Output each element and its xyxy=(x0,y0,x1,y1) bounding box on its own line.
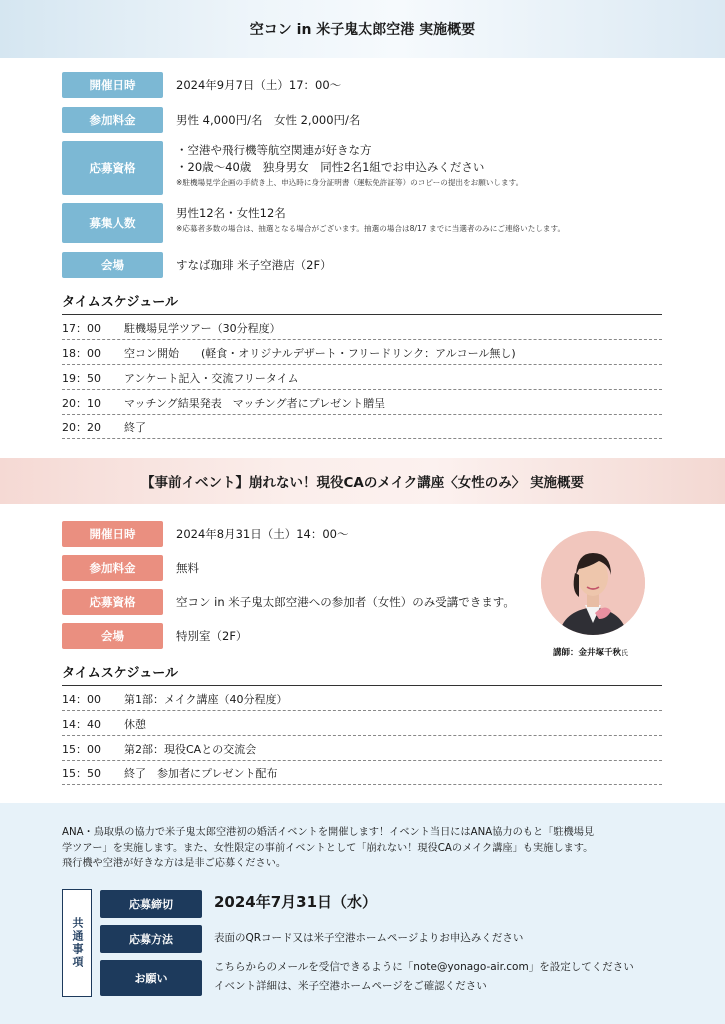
schedule-text: 休憩 xyxy=(124,717,146,731)
event2-label-date: 開催日時 xyxy=(62,521,163,547)
event1-row-fee xyxy=(62,107,360,133)
common-items-box xyxy=(62,889,92,997)
schedule-time: 14：00 xyxy=(62,692,101,706)
common-items-label: 共通事項 xyxy=(71,917,84,969)
event2-title-band xyxy=(0,458,725,504)
event2-schedule-title: タイムスケジュール xyxy=(62,666,178,681)
event1-eligibility-note: ※駐機場見学企画の手続き上、申込時に身分証明書（運転免許証等）のコピーの提出をお願いします。 xyxy=(176,178,524,187)
event1-eligibility-line2: ・20歳〜40歳 独身男女 同性2名1組でお申込みください xyxy=(176,160,485,174)
event1-schedule-row xyxy=(62,341,662,365)
footer-intro xyxy=(62,825,672,872)
schedule-text: 第1部：メイク講座（40分程度） xyxy=(124,692,288,706)
schedule-text: 第2部：現役CAとの交流会 xyxy=(124,742,257,756)
event1-label-eligibility: 応募資格 xyxy=(62,141,163,195)
event2-schedule-row xyxy=(62,687,662,711)
event1-capacity-value: 男性12名・女性12名 xyxy=(176,206,286,220)
schedule-time: 20：10 xyxy=(62,396,101,410)
event2-venue-value: 特別室（2F） xyxy=(176,629,248,643)
event2-label-eligibility: 応募資格 xyxy=(62,589,163,615)
event2-fee-value: 無料 xyxy=(176,561,199,575)
event1-schedule-rule xyxy=(62,314,662,315)
deadline-label: 応募締切 xyxy=(100,890,202,918)
event1-fee-value: 男性 4,000円/名 女性 2,000円/名 xyxy=(176,113,361,127)
event2-label-fee: 参加料金 xyxy=(62,555,163,581)
event1-label-venue: 会場 xyxy=(62,252,163,278)
event1-schedule-row xyxy=(62,391,662,415)
schedule-time: 15：50 xyxy=(62,766,101,780)
event1-row-eligibility xyxy=(62,141,523,195)
method-label: 応募方法 xyxy=(100,925,202,953)
event2-label-venue: 会場 xyxy=(62,623,163,649)
event1-date-value: 2024年9月7日（土）17：00〜 xyxy=(176,78,342,92)
request-line: こちらからのメールを受信できるように「note@yonago-air.com」を設定してください xyxy=(214,961,634,973)
instructor-portrait-icon xyxy=(541,531,645,635)
intro-line: 学ツアー」を実施します。また、女性限定の事前イベントとして「崩れない！現役CAのメイク講座」も実施します。 xyxy=(62,842,594,854)
event1-schedule-row xyxy=(62,366,662,390)
schedule-text: 駐機場見学ツアー（30分程度） xyxy=(124,321,281,335)
schedule-time: 14：40 xyxy=(62,717,101,731)
event2-schedule-row xyxy=(62,712,662,736)
event2-title: 【事前イベント】崩れない！現役CAのメイク講座〈女性のみ〉 実施概要 xyxy=(140,475,584,491)
event1-title: 空コン in 米子鬼太郎空港 実施概要 xyxy=(249,22,476,38)
event1-capacity-note: ※応募者多数の場合は、抽選となる場合がございます。抽選の場合は8/17 までに当選者のみにご連絡いたします。 xyxy=(176,224,566,233)
deadline-value: 2024年7月31日（水） xyxy=(214,893,378,911)
schedule-time: 18：00 xyxy=(62,346,101,360)
event2-date-value: 2024年8月31日（土）14：00〜 xyxy=(176,527,349,541)
instructor-caption xyxy=(553,646,628,658)
request-line: イベント詳細は、米子空港ホームページをご確認ください xyxy=(214,980,487,992)
schedule-text: 終了 xyxy=(124,420,146,434)
event2-row-fee xyxy=(62,555,199,581)
event2-row-venue xyxy=(62,623,247,649)
event1-row-venue xyxy=(62,252,332,278)
request-label: お願い xyxy=(100,960,202,996)
request-value xyxy=(214,958,634,996)
schedule-text: 終了 参加者にプレゼント配布 xyxy=(124,766,278,780)
event1-eligibility-line1: ・空港や飛行機等航空関連が好きな方 xyxy=(176,143,372,157)
event2-eligibility-value: 空コン in 米子鬼太郎空港への参加者（女性）のみ受講できます。 xyxy=(176,595,515,609)
event2-schedule-row xyxy=(62,761,662,785)
event1-schedule-row xyxy=(62,316,662,340)
schedule-text: アンケート記入・交流フリータイム xyxy=(124,371,299,385)
intro-line: 飛行機や空港が好きな方は是非ご応募ください。 xyxy=(62,858,287,869)
instructor-honorific: 氏 xyxy=(621,649,629,657)
event1-label-capacity: 募集人数 xyxy=(62,203,163,243)
instructor-photo xyxy=(541,531,645,635)
event1-schedule-row xyxy=(62,415,662,439)
event2-schedule-rule xyxy=(62,685,662,686)
event2-row-eligibility xyxy=(62,589,515,615)
schedule-time: 19：50 xyxy=(62,371,101,385)
event1-row-capacity xyxy=(62,203,565,243)
schedule-text: マッチング結果発表 マッチング者にプレゼント贈呈 xyxy=(124,396,386,410)
instructor-name: 講師：金井塚千秋 xyxy=(553,648,622,658)
event2-row-date xyxy=(62,521,348,547)
schedule-time: 20：20 xyxy=(62,420,101,434)
schedule-time: 15：00 xyxy=(62,742,101,756)
event1-row-date xyxy=(62,72,341,98)
method-value: 表面のQRコード又は米子空港ホームページよりお申込みください xyxy=(214,932,524,944)
schedule-time: 17：00 xyxy=(62,321,101,335)
event1-label-date: 開催日時 xyxy=(62,72,163,98)
event1-venue-value: すなば珈琲 米子空港店（2F） xyxy=(176,258,332,272)
intro-line: ANA・鳥取県の協力で米子鬼太郎空港初の婚活イベントを開催します！イベント当日にはANA協力のもと「駐機場見 xyxy=(62,827,595,838)
schedule-text: 空コン開始 (軽食・オリジナルデザート・フリードリンク：アルコール無し) xyxy=(124,346,516,360)
event1-title-band xyxy=(0,0,725,58)
event2-schedule-row xyxy=(62,737,662,761)
event1-schedule-title: タイムスケジュール xyxy=(62,295,178,310)
event1-label-fee: 参加料金 xyxy=(62,107,163,133)
